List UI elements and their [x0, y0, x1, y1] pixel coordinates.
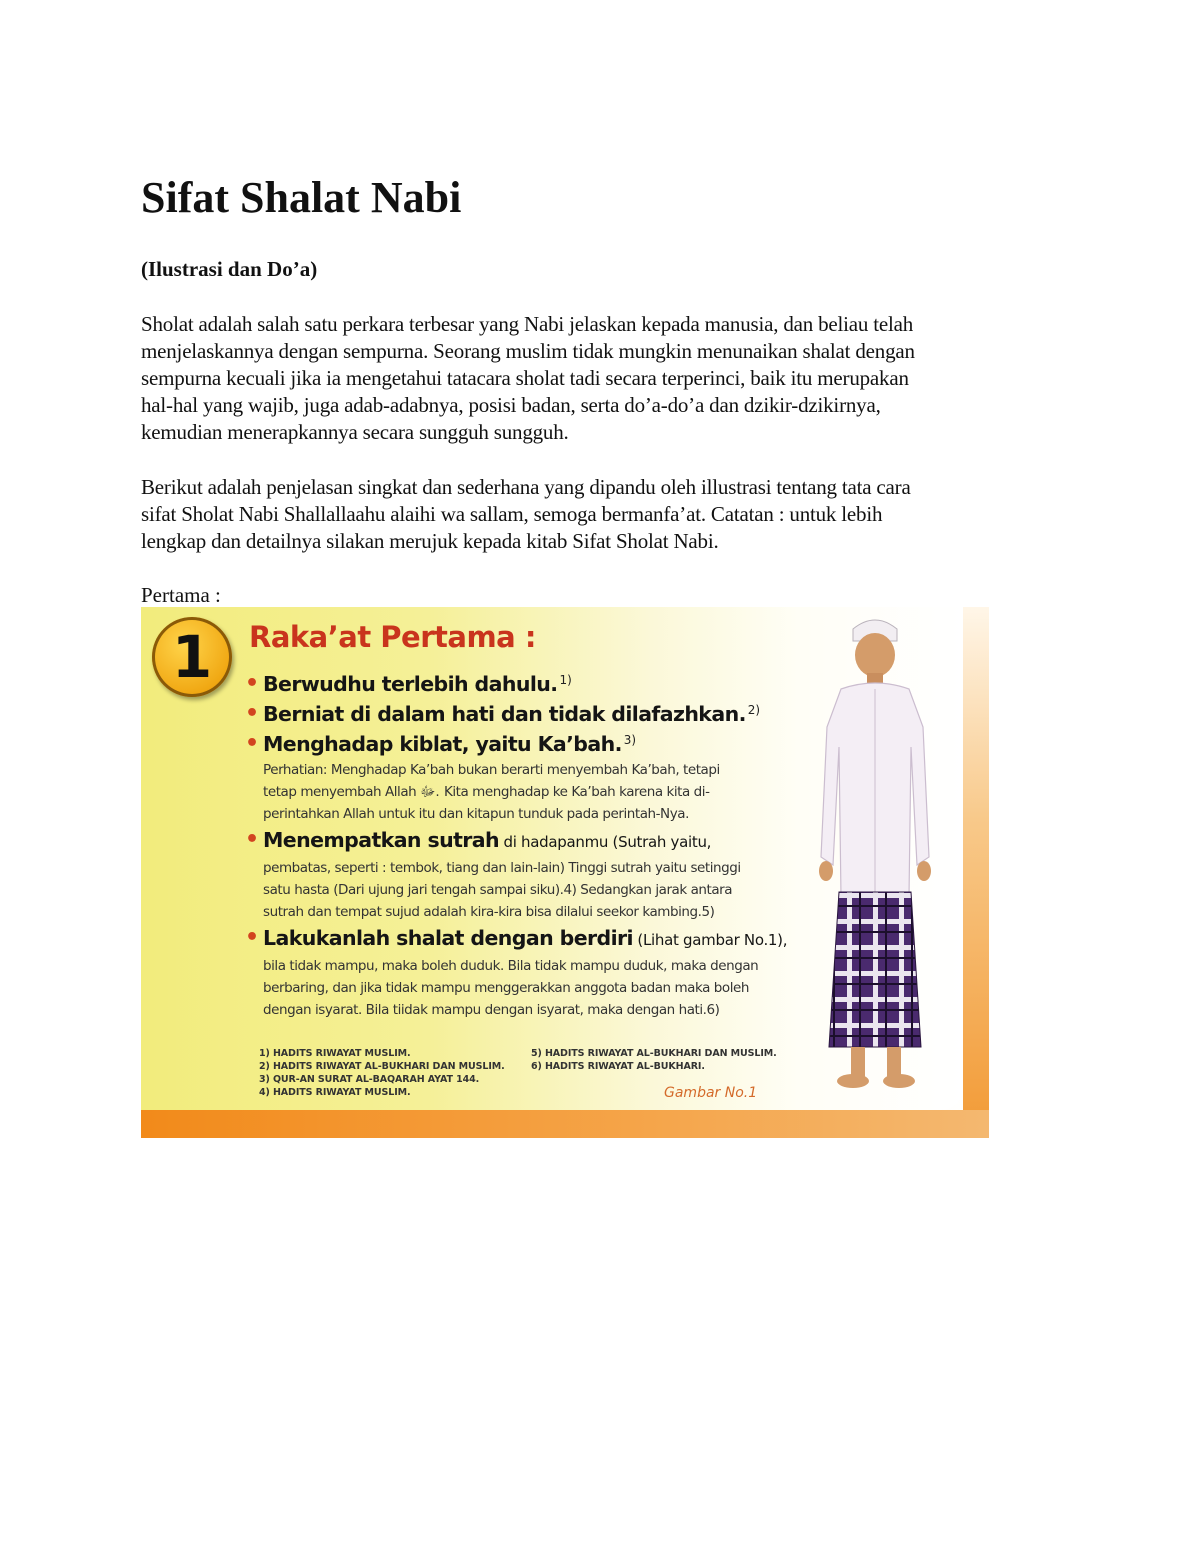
figure-heading: Raka’at Pertama :	[249, 620, 536, 654]
bullet-note: sutrah dan tempat sujud adalah kira-kira bisa dilalui seekor kambing.5)	[263, 904, 715, 920]
page-subtitle: (Ilustrasi dan Do’a)	[141, 257, 318, 281]
bullet-main: Berwudhu terlebih dahulu.	[263, 672, 558, 696]
paragraph-line: menjelaskannya dengan sempurna. Seorang muslim tidak mungkin menunaikan shalat dengan	[141, 339, 915, 363]
bullet-main-bold: Lakukanlah shalat dengan berdiri	[263, 926, 633, 950]
list-item	[241, 669, 801, 699]
references-left	[259, 1047, 505, 1099]
bullet-rest: di hadapanmu (Sutrah yaitu,	[499, 833, 712, 851]
bullet-note: perintahkan Allah untuk itu dan kitapun tunduk pada perintah-Nya.	[263, 806, 689, 822]
illustration-card	[141, 607, 989, 1138]
figure-caption: Gambar No.1	[664, 1085, 758, 1101]
reference-item: 5) HADITS RIWAYAT AL-BUKHARI DAN MUSLIM.	[531, 1048, 777, 1059]
paragraph-line: sifat Sholat Nabi Shallallaahu alaihi wa sallam, semoga bermanfa’at. Catatan : untuk lebih	[141, 502, 883, 526]
intro-paragraph	[141, 311, 1061, 446]
bullet-rest: (Lihat gambar No.1),	[632, 931, 788, 949]
bullet-main	[263, 828, 711, 852]
list-item	[241, 699, 801, 729]
reference-item: 2) HADITS RIWAYAT AL-BUKHARI DAN MUSLIM.	[259, 1061, 505, 1072]
paragraph-line: Berikut adalah penjelasan singkat dan sederhana yang dipandu oleh illustrasi tentang tata cara	[141, 475, 911, 499]
reference-item: 4) HADITS RIWAYAT MUSLIM.	[259, 1087, 411, 1098]
bullet-note: satu hasta (Dari ujung jari tengah sampai siku).4) Sedangkan jarak antara	[263, 882, 733, 898]
list-item	[241, 923, 801, 1021]
step-number: 1	[171, 623, 213, 691]
explanation-paragraph	[141, 474, 1061, 555]
bullet-note: berbaring, dan jika tidak mampu menggerakkan anggota badan maka boleh	[263, 980, 749, 996]
footnote-ref: 3)	[623, 733, 637, 747]
paragraph-line: hal-hal yang wajib, juga adab-adabnya, posisi badan, serta do’a-do’a dan dzikir-dzikirnya,	[141, 393, 881, 417]
bullet-note: tetap menyembah Allah ﷻ. Kita menghadap ke Ka’bah karena kita di-	[263, 784, 710, 800]
instruction-list	[241, 669, 801, 1021]
footnote-ref: 2)	[747, 703, 761, 717]
bullet-note: pembatas, seperti : tembok, tiang dan lain-lain) Tinggi sutrah yaitu setinggi	[263, 860, 741, 876]
bullet-note: bila tidak mampu, maka boleh duduk. Bila tidak mampu duduk, maka dengan	[263, 958, 759, 974]
list-item	[241, 729, 801, 825]
reference-item: 1) HADITS RIWAYAT MUSLIM.	[259, 1048, 411, 1059]
bullet-note: dengan isyarat. Bila tiidak mampu dengan isyarat, maka dengan hati.6)	[263, 1002, 720, 1018]
bullet-main: Menghadap kiblat, yaitu Ka’bah.	[263, 732, 622, 756]
paragraph-line: Sholat adalah salah satu perkara terbesar yang Nabi jelaskan kepada manusia, dan beliau telah	[141, 312, 914, 336]
section-label: Pertama :	[141, 583, 221, 607]
bullet-main	[263, 926, 787, 950]
card-border-right	[963, 607, 989, 1138]
bullet-main-bold: Menempatkan sutrah	[263, 828, 500, 852]
bullet-note: Perhatian: Menghadap Ka’bah bukan berarti menyembah Ka’bah, tetapi	[263, 762, 720, 778]
standing-person-illustration	[795, 607, 955, 1107]
reference-item: 3) QUR-AN SURAT AL-BAQARAH AYAT 144.	[259, 1074, 480, 1085]
paragraph-line: kemudian menerapkannya secara sungguh sungguh.	[141, 420, 569, 444]
paragraph-line: lengkap dan detailnya silakan merujuk kepada kitab Sifat Sholat Nabi.	[141, 529, 719, 553]
footnote-ref: 1)	[559, 673, 572, 687]
list-item	[241, 825, 801, 923]
step-number-badge	[152, 617, 232, 697]
card-border-bottom	[141, 1110, 989, 1138]
paragraph-line: sempurna kecuali jika ia mengetahui tatacara sholat tadi secara terperinci, baik itu merupakan	[141, 366, 909, 390]
page-title: Sifat Shalat Nabi	[141, 173, 462, 222]
bullet-main: Berniat di dalam hati dan tidak dilafazhkan.	[263, 702, 746, 726]
reference-item: 6) HADITS RIWAYAT AL-BUKHARI.	[531, 1061, 705, 1072]
references-right	[531, 1047, 777, 1073]
